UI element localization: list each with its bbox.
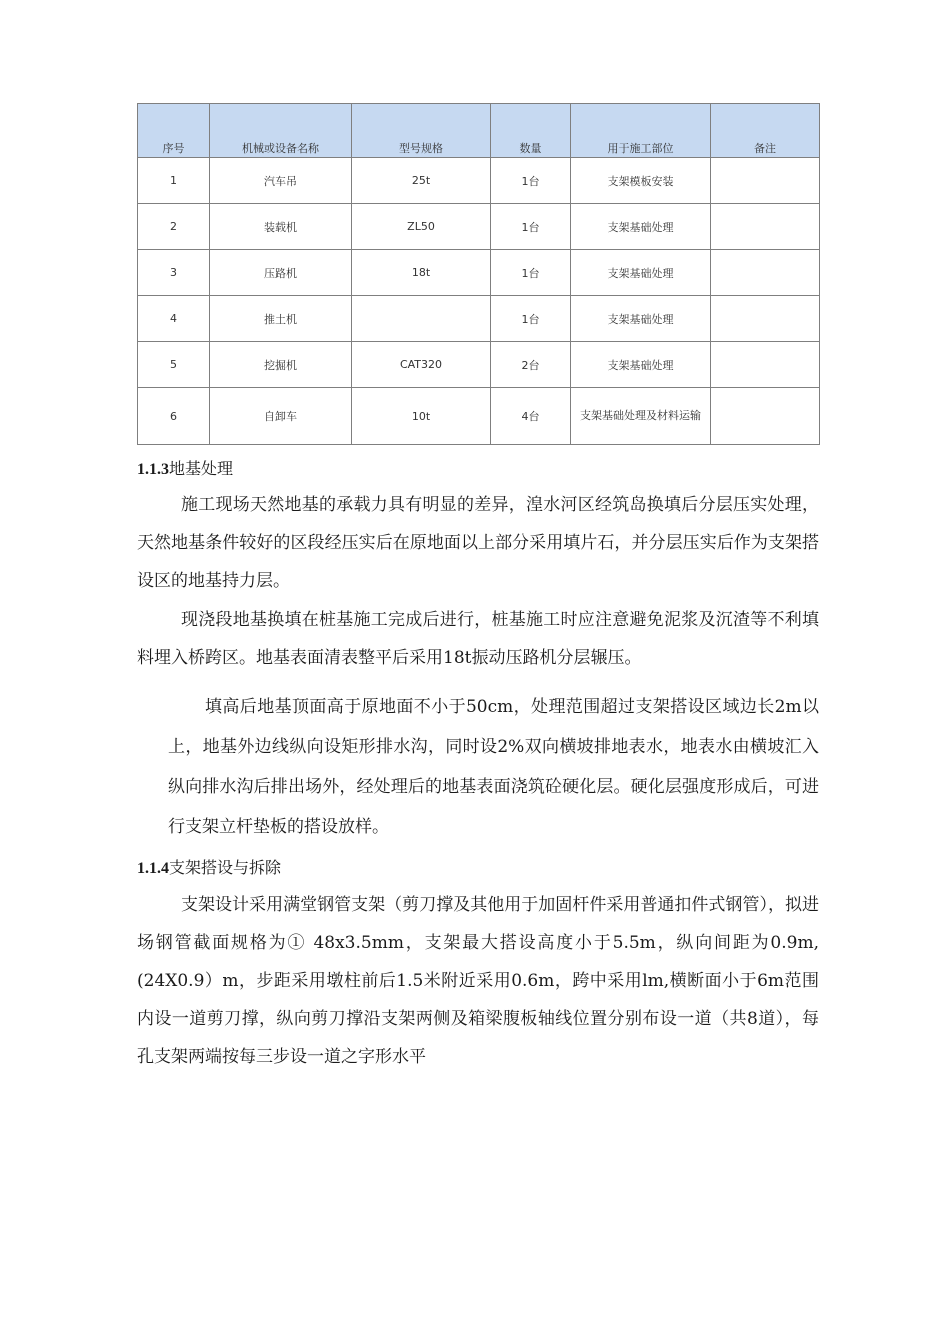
cell-usage-location: 支架模板安装 — [571, 158, 711, 204]
table-row — [138, 342, 820, 388]
cell-usage-location: 支架基础处理 — [571, 296, 711, 342]
cell-remarks — [711, 388, 820, 445]
cell-remarks — [711, 250, 820, 296]
section-title: 支架搭设与拆除 — [169, 858, 282, 877]
cell-quantity: 4台 — [491, 388, 571, 445]
cell-usage-location: 支架基础处理 — [571, 204, 711, 250]
section-title: 地基处理 — [169, 459, 234, 478]
section-number: 1.1.3 — [137, 461, 169, 478]
header-seq: 序号 — [138, 104, 210, 158]
cell-model-spec — [352, 296, 491, 342]
cell-model-spec: 10t — [352, 388, 491, 445]
cell-seq: 5 — [138, 342, 210, 388]
table-row — [138, 158, 820, 204]
cell-model-spec: CAT320 — [352, 342, 491, 388]
section-heading-scaffold — [137, 858, 281, 879]
section-number: 1.1.4 — [137, 860, 169, 877]
cell-model-spec: 18t — [352, 250, 491, 296]
paragraph-scaffold-1: 支架设计采用满堂钢管支架（剪刀撑及其他用于加固杆件采用普通扣件式钢管），拟进场钢管截面规格为① 48x3.5mm，支架最大搭设高度小于5.5m，纵向间距为0.9m, (24X0.9）m，步距采用墩柱前后1.5米附近采用0.6m，跨中采用lm,横断面小于6m范围内设一道剪刀撑，纵向剪刀撑沿支架两侧及箱梁腹板轴线位置分别布设一道（共8道），每孔支架两端按每三步设一道之字形水平 — [137, 895, 819, 1067]
cell-remarks — [711, 204, 820, 250]
cell-usage-location: 支架基础处理及材料运输 — [571, 388, 711, 445]
cell-remarks — [711, 342, 820, 388]
paragraph-foundation-2: 现浇段地基换填在桩基施工完成后进行，桩基施工时应注意避免泥浆及沉渣等不利填料埋入桥跨区。地基表面清表整平后采用18t振动压路机分层辗压。 — [137, 610, 819, 668]
cell-quantity: 2台 — [491, 342, 571, 388]
cell-quantity: 1台 — [491, 158, 571, 204]
table-row — [138, 250, 820, 296]
header-model-spec: 型号规格 — [352, 104, 491, 158]
table-header-row — [138, 104, 820, 158]
cell-model-spec: 25t — [352, 158, 491, 204]
header-usage-location: 用于施工部位 — [571, 104, 711, 158]
table-row — [138, 296, 820, 342]
cell-equipment-name: 推土机 — [210, 296, 352, 342]
paragraph-foundation-1: 施工现场天然地基的承载力具有明显的差异，湟水河区经筑岛换填后分层压实处理，天然地基条件较好的区段经压实后在原地面以上部分采用填片石，并分层压实后作为支架搭设区的地基持力层。 — [137, 495, 819, 591]
cell-remarks — [711, 296, 820, 342]
cell-equipment-name: 自卸车 — [210, 388, 352, 445]
cell-seq: 2 — [138, 204, 210, 250]
cell-equipment-name: 汽车吊 — [210, 158, 352, 204]
cell-quantity: 1台 — [491, 296, 571, 342]
header-equipment-name: 机械或设备名称 — [210, 104, 352, 158]
section-heading-foundation — [137, 459, 233, 480]
cell-seq: 3 — [138, 250, 210, 296]
cell-equipment-name: 挖掘机 — [210, 342, 352, 388]
cell-equipment-name: 装载机 — [210, 204, 352, 250]
cell-seq: 1 — [138, 158, 210, 204]
paragraph-foundation-3: 填高后地基顶面高于原地面不小于50cm，处理范围超过支架搭设区域边长2m以上，地基外边线纵向设矩形排水沟，同时设2%双向横坡排地表水，地表水由横坡汇入纵向排水沟后排出场外，经处理后的地基表面浇筑砼硬化层。硬化层强度形成后，可进行支架立杆垫板的搭设放样。 — [168, 697, 819, 837]
cell-seq: 4 — [138, 296, 210, 342]
cell-seq: 6 — [138, 388, 210, 445]
equipment-table — [137, 103, 820, 445]
cell-usage-location: 支架基础处理 — [571, 342, 711, 388]
cell-remarks — [711, 158, 820, 204]
cell-model-spec: ZL50 — [352, 204, 491, 250]
cell-usage-location: 支架基础处理 — [571, 250, 711, 296]
cell-equipment-name: 压路机 — [210, 250, 352, 296]
header-remarks: 备注 — [711, 104, 820, 158]
cell-quantity: 1台 — [491, 204, 571, 250]
cell-quantity: 1台 — [491, 250, 571, 296]
header-quantity: 数量 — [491, 104, 571, 158]
table-row — [138, 204, 820, 250]
table-row — [138, 388, 820, 445]
